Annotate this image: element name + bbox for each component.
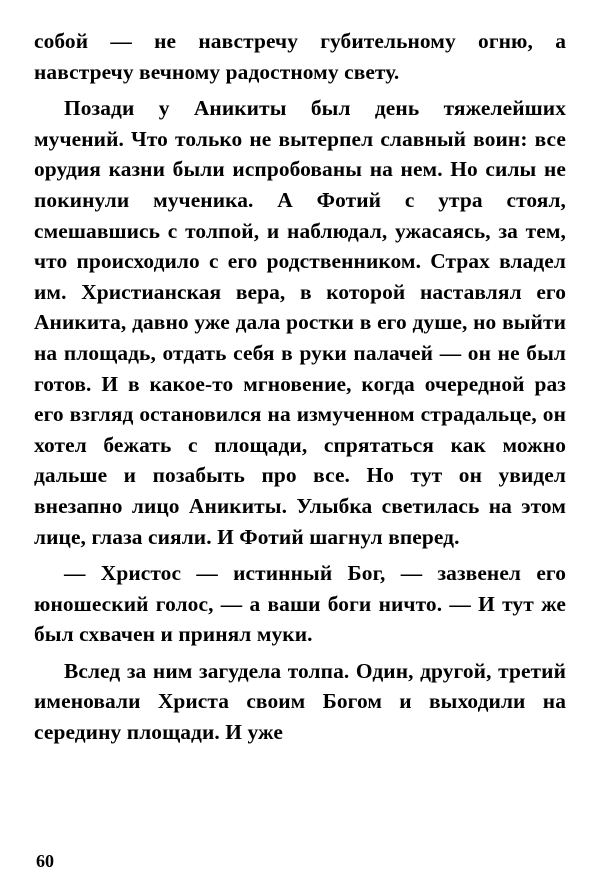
- page-body: [34, 26, 566, 748]
- paragraph: собой — не навстречу губительному огню, а навстречу вечному радостному свету.: [34, 29, 566, 84]
- paragraph: Позади у Аникиты был день тяжелейших мучений. Что только не вытерпел славный воин: все орудия казни были испробованы на нем. Но силы не покинули мученика. А Фотий с утра стоял, смешавшись с толпой, и наблюдал, ужасаясь, за тем, что происходило с его родственником. Страх владел им. Христианская вера, в которой наставлял его Аникита, давно уже дала ростки в его душе, но выйти на площадь, отдать себя в руки палачей — он не был готов. И в какое-то мгновение, когда очередной раз его взгляд остановился на измученном страдальце, он хотел бежать с площади, спрятаться как можно дальше и позабыть про все. Но тут он увидел внезапно лицо Аникиты. Улыбка светилась на этом лице, глаза сияли. И Фотий шагнул вперед.: [34, 96, 566, 549]
- paragraph: Вслед за ним загудела толпа. Один, другой, третий именовали Христа своим Богом и выходили на середину площади. И уже: [34, 658, 566, 745]
- paragraph: — Христос — истинный Бог, — зазвенел его юношеский голос, — а ваши боги ничто. — И тут же был схвачен и принял муки.: [34, 561, 566, 647]
- page-number: 60: [36, 851, 54, 871]
